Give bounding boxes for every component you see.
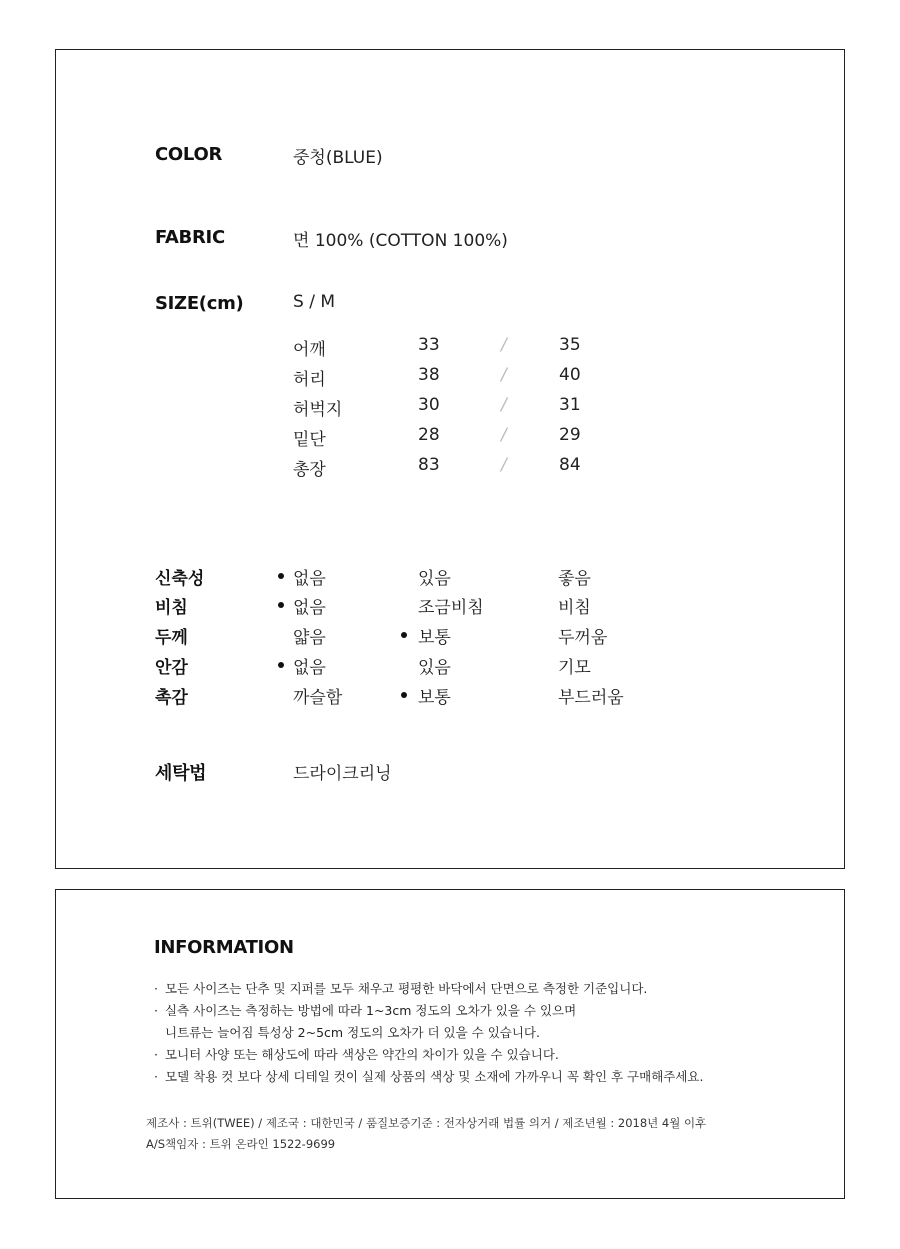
property-option: 보통 [418, 688, 451, 708]
property-option: 까슬함 [293, 688, 343, 708]
notice-text: 모든 사이즈는 단추 및 지퍼를 모두 채우고 평평한 바닥에서 단면으로 측정한 기준입니다. [165, 981, 648, 996]
selected-dot-icon [278, 573, 284, 579]
property-option: 없음 [293, 569, 326, 589]
size-row-m: 84 [559, 455, 581, 475]
manufacturer-info: 제조사 : 트위(TWEE) / 제조국 : 대한민국 / 품질보증기준 : 전자상거래 법률 의거 / 제조년월 : 2018년 4월 이후 [146, 1116, 707, 1130]
property-label: 신축성 [155, 569, 205, 589]
property-option: 있음 [418, 658, 451, 678]
notice-item [154, 1044, 703, 1066]
property-row-elasticity [155, 564, 755, 589]
property-label: 비침 [155, 598, 188, 618]
size-row-separator: / [501, 335, 507, 355]
size-row-s: 28 [418, 425, 440, 445]
property-option: 보통 [418, 628, 451, 648]
size-header: S / M [293, 292, 335, 312]
notice-list [154, 978, 703, 1088]
property-label: 두께 [155, 628, 188, 648]
size-row-separator: / [501, 365, 507, 385]
notice-item [154, 1066, 703, 1088]
property-row-texture [155, 683, 755, 708]
size-row-name: 허리 [293, 370, 326, 390]
washing-label: 세탁법 [155, 763, 207, 784]
selected-dot-icon [401, 632, 407, 638]
property-option: 조금비침 [418, 598, 484, 618]
bullet-icon: · [154, 981, 158, 996]
size-row-name: 허벅지 [293, 400, 343, 420]
information-title: INFORMATION [154, 937, 294, 958]
selected-dot-icon [401, 692, 407, 698]
selected-dot-icon [278, 602, 284, 608]
property-option: 있음 [418, 569, 451, 589]
size-row-name: 밑단 [293, 430, 326, 450]
size-label: SIZE(cm) [155, 293, 244, 314]
property-option: 두꺼움 [558, 628, 608, 648]
property-option: 없음 [293, 598, 326, 618]
fabric-label: FABRIC [155, 227, 225, 248]
color-label: COLOR [155, 144, 223, 165]
notice-item-continued [154, 1022, 703, 1044]
property-row-sheerness [155, 593, 755, 618]
size-row-s: 83 [418, 455, 440, 475]
size-row-name: 어깨 [293, 340, 326, 360]
size-row-m: 31 [559, 395, 581, 415]
size-row-separator: / [501, 425, 507, 445]
notice-text: 실측 사이즈는 측정하는 방법에 따라 1~3cm 정도의 오차가 있을 수 있으며 [165, 1003, 577, 1018]
selected-dot-icon [278, 662, 284, 668]
notice-item [154, 978, 703, 1000]
fabric-value: 면 100% (COTTON 100%) [293, 231, 508, 251]
color-value: 중청(BLUE) [293, 148, 383, 168]
size-row-separator: / [501, 395, 507, 415]
notice-item [154, 1000, 703, 1022]
property-option: 없음 [293, 658, 326, 678]
property-label: 안감 [155, 658, 188, 678]
property-option: 좋음 [558, 569, 591, 589]
washing-value: 드라이크리닝 [293, 764, 392, 784]
notice-text: 니트류는 늘어짐 특성상 2~5cm 정도의 오차가 더 있을 수 있습니다. [165, 1025, 540, 1040]
property-label: 촉감 [155, 688, 188, 708]
size-row-separator: / [501, 455, 507, 475]
size-row-s: 30 [418, 395, 440, 415]
bullet-icon: · [154, 1047, 158, 1062]
size-row-s: 33 [418, 335, 440, 355]
property-option: 부드러움 [558, 688, 624, 708]
information-panel [55, 889, 845, 1199]
product-spec-panel [55, 49, 845, 869]
bullet-icon: · [154, 1003, 158, 1018]
property-row-lining [155, 653, 755, 678]
property-option: 얇음 [293, 628, 326, 648]
notice-text: 모니터 사양 또는 해상도에 따라 색상은 약간의 차이가 있을 수 있습니다. [165, 1047, 559, 1062]
notice-text: 모델 착용 컷 보다 상세 디테일 컷이 실제 상품의 색상 및 소재에 가까우니 꼭 확인 후 구매해주세요. [165, 1069, 704, 1084]
as-contact-info: A/S책임자 : 트위 온라인 1522-9699 [146, 1137, 336, 1151]
size-row-s: 38 [418, 365, 440, 385]
size-row-name: 총장 [293, 460, 326, 480]
size-row-m: 35 [559, 335, 581, 355]
size-row-m: 40 [559, 365, 581, 385]
property-row-thickness [155, 623, 755, 648]
property-option: 비침 [558, 598, 591, 618]
size-row-m: 29 [559, 425, 581, 445]
bullet-icon: · [154, 1069, 158, 1084]
property-option: 기모 [558, 658, 591, 678]
